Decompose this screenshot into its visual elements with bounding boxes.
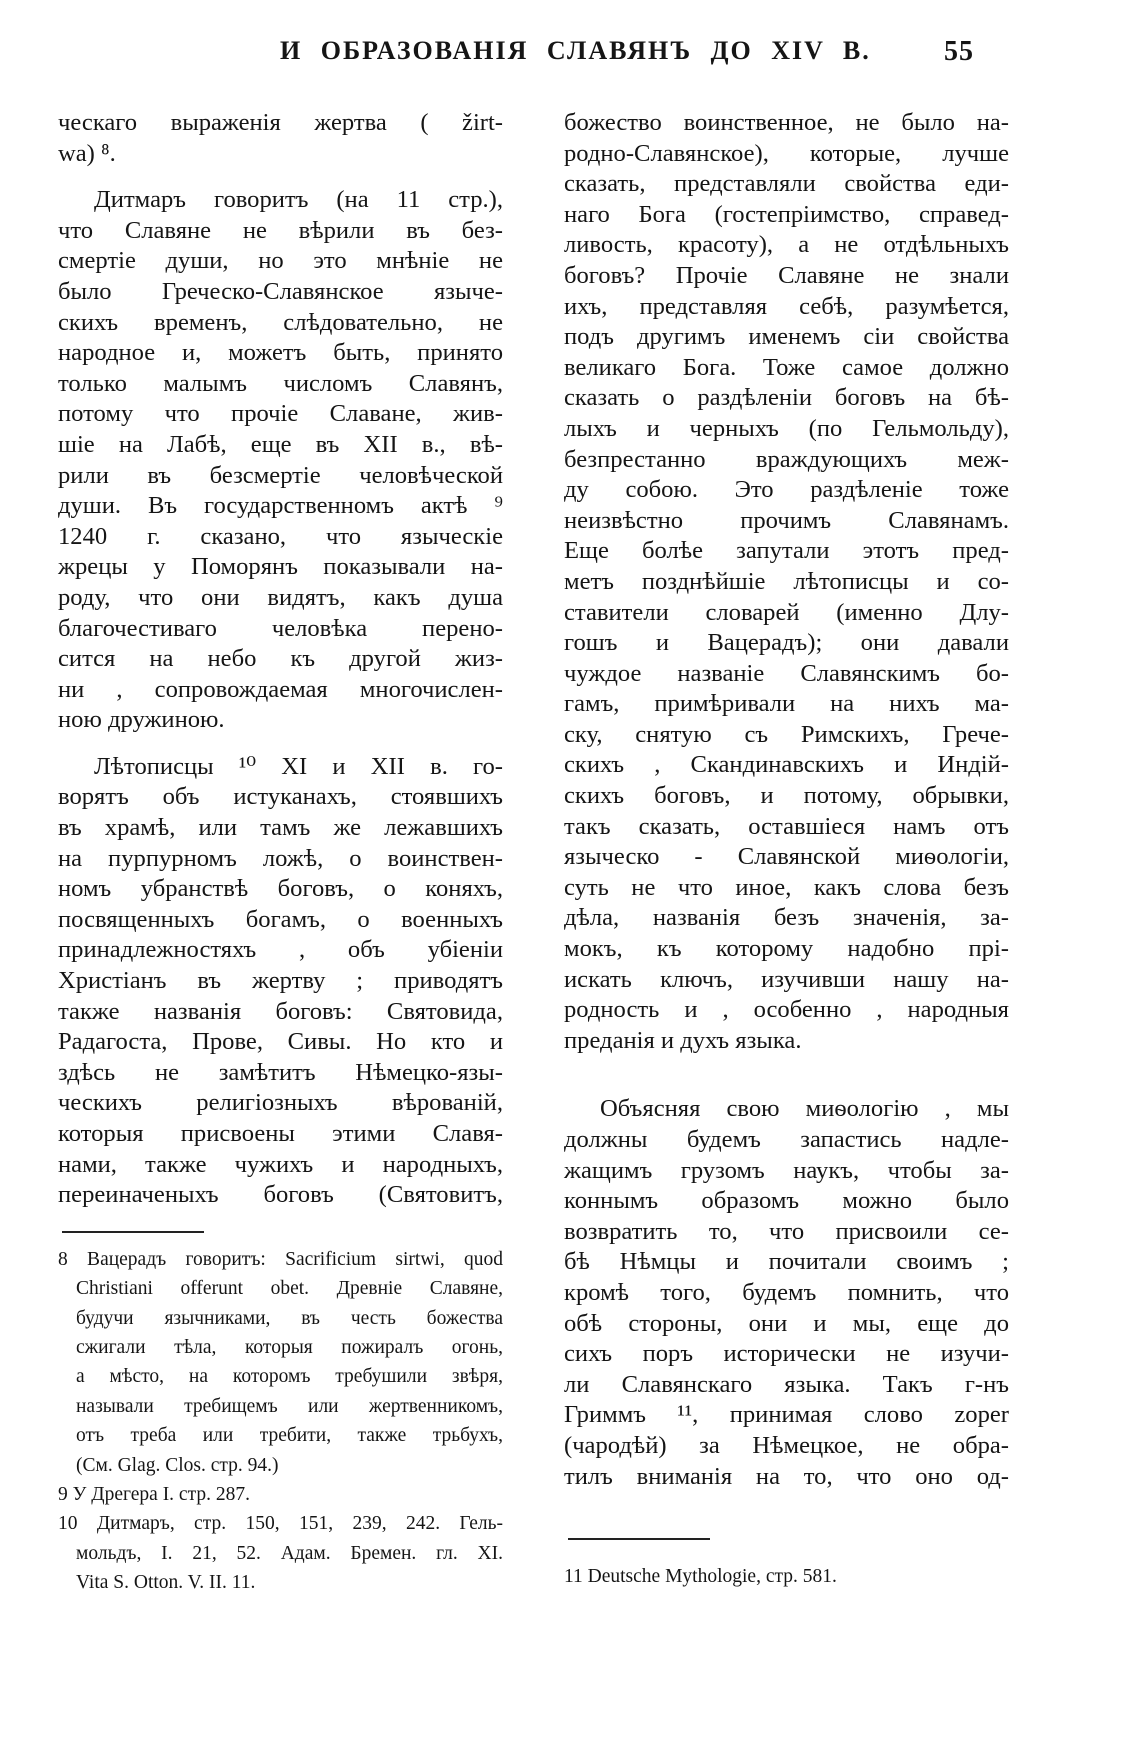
text-line: мокъ, къ которому надобно прі-	[564, 935, 1009, 963]
text-line: ворятъ объ истуканахъ, стоявшихъ	[58, 783, 503, 811]
text-line: дѣла, названія безъ значенія, за-	[564, 904, 1009, 932]
text-line: скихъ боговъ, и потому, обрывки,	[564, 782, 1009, 810]
text-line: гамъ, примѣривали на нихъ ма-	[564, 690, 1009, 718]
text-line: жрецы у Поморянъ показывали на-	[58, 553, 503, 581]
footnote-divider	[568, 1538, 710, 1540]
text-line: души. Въ государственномъ актѣ ⁹	[58, 492, 503, 520]
text-line: принадлежностяхъ , объ убіеніи	[58, 936, 503, 964]
text-line: метъ позднѣйшіе лѣтописцы и со-	[564, 567, 1009, 595]
text-line: великаго Бога. Тоже самое должно	[564, 353, 1009, 381]
footnotes-right	[564, 1562, 1009, 1591]
text-line: сказать о раздѣленіи боговъ на бѣ-	[564, 384, 1009, 412]
text-line: номъ убранствѣ боговъ, о коняхъ,	[58, 875, 503, 903]
paragraph-gap	[564, 1056, 1009, 1094]
text-line: здѣсь не замѣтитъ Нѣмецко-язы-	[58, 1058, 503, 1086]
text-line: лыхъ и черныхъ (по Гельмольду),	[564, 414, 1009, 442]
text-line: божество воинственное, не было на-	[564, 109, 1009, 136]
footnote-line: мольдъ, I. 21, 52. Адам. Бремен. гл. XI.	[76, 1542, 503, 1564]
text-line: что Славяне не вѣрили въ без-	[58, 216, 503, 244]
text-line: ческихъ религіозныхъ вѣрованій,	[58, 1089, 503, 1117]
page-number: 55	[944, 36, 974, 67]
text-line: потому что прочіе Славане, жив-	[58, 400, 503, 428]
text-line: только малымъ числомъ Славянъ,	[58, 369, 503, 397]
header-title: И ОБРАЗОВАНІЯ СЛАВЯНЪ ДО XIV В.	[280, 36, 871, 65]
text-line: скихъ временъ, слѣдовательно, не	[58, 308, 503, 336]
text-line: ску, снятую съ Римскихъ, Грече-	[564, 720, 1009, 748]
text-line: въ храмѣ, или тамъ же лежавшихъ	[58, 814, 503, 842]
footnote-line: а мѣсто, на которомъ требушили звѣря,	[76, 1366, 503, 1388]
text-line: ду собою. Это раздѣленіе тоже	[564, 476, 1009, 504]
text-line: ливость, красоту), а не отдѣльныхъ	[564, 231, 1009, 259]
text-line: искать ключъ, изучивши нашу на-	[564, 965, 1009, 993]
text-line: Еще болѣе запутали этотъ пред-	[564, 537, 1009, 565]
text-line: благочестиваго человѣка перено-	[58, 614, 503, 642]
footnote-line: сжигали тѣла, которыя пожиралъ огонь,	[76, 1337, 503, 1358]
text-line: Радагоста, Прове, Сивы. Но кто и	[58, 1028, 503, 1056]
text-line: также названія боговъ: Святовида,	[58, 997, 503, 1025]
footnote-line: Vita S. Otton. V. II. 11.	[76, 1572, 256, 1594]
text-line: коннымъ образомъ можно было	[564, 1187, 1009, 1215]
footnote-line: отъ треба или требити, также трьбухъ,	[76, 1425, 503, 1447]
right-column	[564, 108, 1009, 1592]
text-line: жащимъ грузомъ наукъ, чтобы за-	[564, 1156, 1009, 1184]
text-line: такъ сказать, оставшіеся намъ отъ	[564, 812, 1009, 840]
text-line: смертіе души, но это мнѣніе не	[58, 247, 503, 275]
text-line: родность и , особенно , народныя	[564, 996, 1009, 1024]
text-line: посвященныхъ богамъ, о военныхъ	[58, 905, 503, 933]
text-line: народное и, можетъ быть, принято	[58, 339, 503, 367]
text-line: ни , сопровождаемая многочислен-	[58, 675, 503, 703]
text-line: шіе на Лабѣ, еще въ XII в., вѣ-	[58, 430, 503, 458]
text-line: наго Бога (гостепріимство, справед-	[564, 200, 1009, 228]
text-line: боговъ? Прочіе Славяне не знали	[564, 261, 1009, 289]
text-line: ною дружиною.	[58, 706, 225, 734]
text-line: переиначеныхъ боговъ (Святовитъ,	[58, 1181, 503, 1209]
footnote-line: Christiani offerunt obet. Древніе Славяне,	[76, 1278, 503, 1300]
paragraph-gap	[58, 736, 503, 752]
text-line: роду, что они видятъ, какъ душа	[58, 583, 503, 611]
text-line: тилъ вниманія на то, что оно од-	[564, 1462, 1009, 1490]
footnote-line: (См. Glag. Clos. стр. 94.)	[76, 1454, 279, 1476]
footnote-line: 9 У Дрегера I. стр. 287.	[58, 1484, 250, 1506]
text-line: подъ другимъ именемъ сіи свойства	[564, 323, 1009, 351]
running-header	[0, 36, 1140, 80]
text-line: на пурпурномъ ложѣ, о воинствен-	[58, 844, 503, 872]
text-line: Гриммъ ¹¹, принимая слово zoper	[564, 1401, 1009, 1429]
text-line: Христіанъ въ жертву ; приводятъ	[58, 967, 503, 995]
text-line: нами, также чужихъ и народныхъ,	[58, 1150, 503, 1178]
text-line: сихъ поръ исторически не изучи-	[564, 1340, 1009, 1368]
footnote-divider	[62, 1231, 204, 1233]
text-line: неизвѣстно прочимъ Славянамъ.	[564, 506, 1009, 534]
footnote-line: называли требищемъ или жертвенникомъ,	[76, 1395, 503, 1417]
paragraph-gap	[58, 169, 503, 185]
footnote-line: 11 Deutsche Mythologie, стр. 581.	[564, 1566, 837, 1588]
text-line: должны будемъ запастись надле-	[564, 1126, 1009, 1153]
footnote-line: 10 Дитмаръ, стр. 150, 151, 239, 242. Гель-	[58, 1513, 503, 1535]
text-line: кромѣ того, будемъ помнить, что	[564, 1278, 1009, 1306]
text-line: ческаго выраженія жертва ( žirt-	[58, 109, 503, 136]
text-line: ихъ, представляя себѣ, разумѣется,	[564, 292, 1009, 320]
text-line: преданія и духъ языка.	[564, 1026, 802, 1054]
text-line: Объясняя свою миѳологію , мы	[600, 1095, 1009, 1123]
text-line: было Греческо-Славянское языче-	[58, 277, 503, 305]
text-line: языческо - Славянской миѳологіи,	[564, 843, 1009, 871]
footnotes-left	[58, 1245, 503, 1598]
text-line: Дитмаръ говоритъ (на 11 стр.),	[94, 186, 503, 214]
text-line: ставители словарей (именно Длу-	[564, 598, 1009, 626]
text-line: рили въ безсмертіе человѣческой	[58, 461, 503, 489]
footnote-line: будучи язычниками, въ честь божества	[76, 1307, 503, 1329]
text-line: чуждое названіе Славянскимъ бо-	[564, 659, 1009, 687]
text-line: обѣ стороны, они и мы, еще до	[564, 1309, 1009, 1337]
text-line: родно-Славянское), которые, лучше	[564, 139, 1009, 167]
left-column	[58, 108, 503, 1598]
text-line: скихъ , Скандинавскихъ и Индій-	[564, 751, 1009, 779]
text-line: гошъ и Вацерадъ); они давали	[564, 629, 1009, 657]
footnote-line: 8 Вацерадъ говоритъ: Sacrificium sirtwi, quod	[58, 1248, 503, 1270]
text-line: которыя присвоены этими Славя-	[58, 1120, 503, 1147]
text-line: безпрестанно враждующихъ меж-	[564, 445, 1009, 473]
text-line: wa) ⁸.	[58, 139, 116, 167]
text-line: (чародѣй) за Нѣмецкое, не обра-	[564, 1431, 1009, 1459]
text-line: сказать, представляли свойства еди-	[564, 170, 1009, 198]
text-line: суть не что иное, какъ слова безъ	[564, 873, 1009, 901]
text-line: Лѣтописцы ¹⁰ XI и XII в. го-	[94, 752, 503, 780]
text-line: возвратить то, что присвоили се-	[564, 1217, 1009, 1245]
text-line: бѣ Нѣмцы и почитали своимъ ;	[564, 1248, 1009, 1276]
text-line: ли Славянскаго языка. Такъ г-нъ	[564, 1370, 1009, 1398]
text-line: сится на небо къ другой жиз-	[58, 645, 503, 673]
text-line: 1240 г. сказано, что языческіе	[58, 522, 503, 550]
